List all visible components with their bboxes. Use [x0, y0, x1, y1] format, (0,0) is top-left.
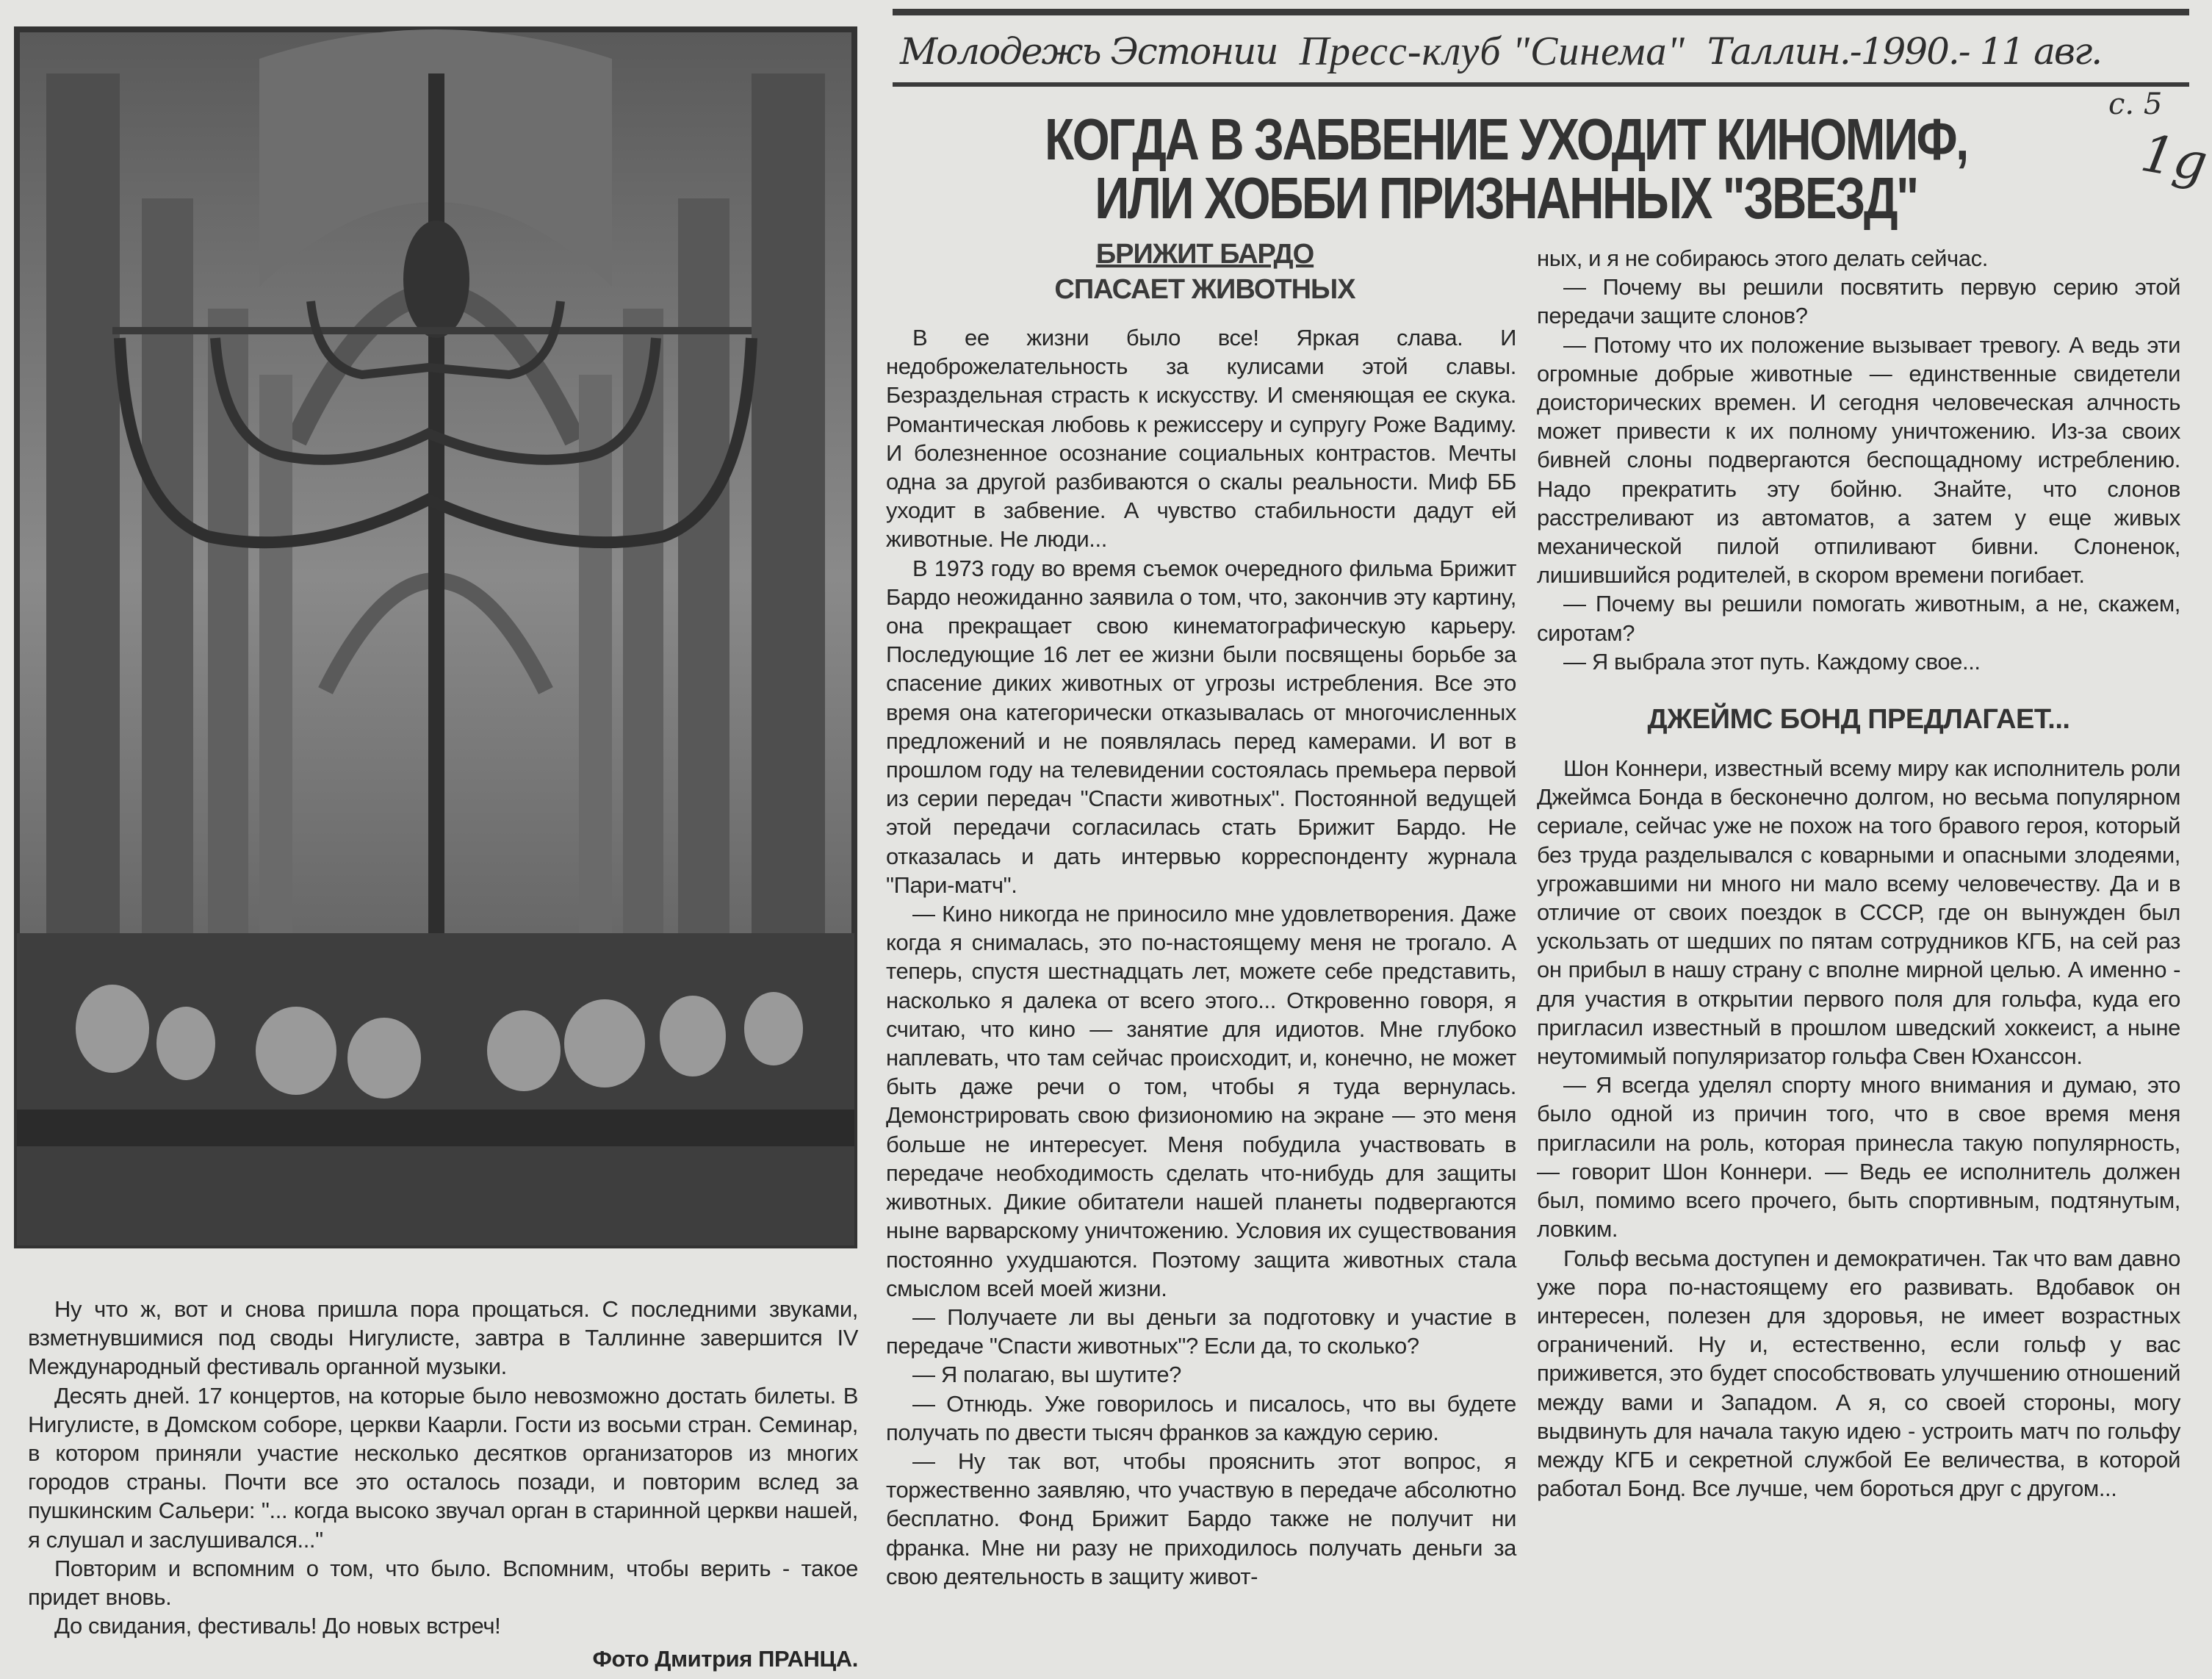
church-organ-festival-photo: [17, 29, 854, 1245]
article-paragraph: В 1973 году во время съемок очередного фильма Брижит Бардо неожиданно заявила о том, что, закончив эту картину, она прекращает свою кинематографическую карьеру. Последующие 16 лет ее жизни были посвящены борьбе за спасение диких животных от угрозы истребления. Все это время она категорически отказывалась от многочисленных предложений и не появлялась перед камерами. И вот в прошлом году на телевидении состоялась премьера первой из серии передач "Спасти животных". Постоянной ведущей этой передачи согласилась стать Брижит Бардо. Не отказалась и дать интервью корреспонденту журнала "Пари-матч".: [886, 555, 1516, 898]
handwritten-page-number: с. 5: [2108, 87, 2163, 121]
caption-paragraph: Повторим и вспомним о том, что было. Вспомним, чтобы верить - такое придет вновь.: [28, 1555, 858, 1611]
photo-caption: [28, 1295, 858, 1673]
bond-article-body: [1537, 754, 2180, 1503]
article-paragraph: — Почему вы решили помогать животным, а не, скажем, сиротам?: [1537, 591, 2180, 646]
bardot-article-body: [886, 323, 1516, 1591]
article-paragraph: — Потому что их положение вызывает тревогу. А ведь эти огромные добрые животные — единственные свидетели доисторических времен. И сегодня человеческая алчность может привести к их полному уничтожению. Из-за своих бивней слоны подвергаются беспощадному истреблению. Надо прекратить эту бойню. Знайте, что слонов расстреливают из автоматов, а затем у еще живых механической пилой отпиливают бивни. Слоненок, лишившийся родителей, в скором времени погибает.: [1537, 331, 2180, 589]
article-paragraph: — Я выбрала этот путь. Каждому свое...: [1563, 648, 1981, 675]
photo-image: [17, 29, 854, 1245]
subheading-line-2: СПАСАЕТ ЖИВОТНЫХ: [1054, 274, 1355, 305]
handwritten-margin-note: 1g: [2136, 122, 2212, 194]
header-rule-top: [893, 9, 2189, 15]
third-column: [1537, 244, 2180, 1503]
headline: [904, 107, 2108, 231]
bond-heading: ДЖЕЙМС БОНД ПРЕДЛАГАЕТ...: [1647, 704, 2070, 736]
article-paragraph: — Отнюдь. Уже говорилось и писалось, что вы будете получать по двести тысяч франков за каждую серию.: [886, 1390, 1516, 1445]
article-paragraph: — Получаете ли вы деньги за подготовку и участие в передаче "Спасти животных"? Если да, то сколько?: [886, 1304, 1516, 1359]
bardot-subheading: [955, 237, 1455, 307]
header-row: [900, 24, 2149, 79]
article-paragraph: ных, и я не собираюсь этого делать сейчас.: [1537, 245, 1988, 271]
caption-paragraph: До свидания, фестиваль! До новых встреч!: [54, 1613, 501, 1639]
photo-credit: Фото Дмитрия ПРАНЦА.: [592, 1646, 858, 1672]
article-paragraph: — Кино никогда не приносило мне удовлетворения. Даже когда я снималась, это по-настоящему меня не трогало. А теперь, спустя шестнадцать лет, можете себе представить, насколько я далека от всего этого... Откровенно говоря, я считаю, что кино — занятие для идиотов. Мне глубоко наплевать, что там сейчас происходит, и, конечно, не может быть даже речи о том, чтобы я туда вернулась. Демонстрировать свою физиономию на экране — это меня больше не интересует. Меня побудила участвовать в передаче необходимость сделать что-нибудь для защиты животных. Дикие обитатели нашей планеты подвергаются ныне варварскому уничтожению. Условия их существования постоянно ухудшаются. Поэтому защита животных стала смыслом всей моей жизни.: [886, 901, 1516, 1301]
handwritten-place-date: Таллин.-1990.- 11 авг.: [1707, 30, 2102, 73]
bardot-article-continuation: [1537, 244, 2180, 676]
article-paragraph: — Я полагаю, вы шутите?: [912, 1362, 1182, 1388]
caption-paragraph: Десять дней. 17 концертов, на которые было невозможно достать билеты. В Нигулисте, в Домском соборе, церкви Каарли. Гости из восьми стран. Семинар, в котором приняли участие несколько десятков организаторов из многих городов страны. Почти все это осталось позади, и повторим вслед за пушкинским Сальери: "... когда высоко звучал орган в старинной церкви нашей, я слушал и заслушивался...": [28, 1382, 858, 1553]
headline-line-2: ИЛИ ХОББИ ПРИЗНАННЫХ "ЗВЕЗД": [1095, 165, 1917, 231]
headline-line-1: КОГДА В ЗАБВЕНИЕ УХОДИТ КИНОМИФ,: [1045, 107, 1967, 172]
caption-paragraph: Ну что ж, вот и снова пришла пора прощаться. С последними звуками, взметнувшимися под своды Нигулисте, завтра в Таллинне завершится IV Международный фестиваль органной музыки.: [28, 1296, 858, 1380]
section-title: Пресс-клуб "Синема": [1299, 29, 1685, 74]
subheading-line-1: БРИЖИТ БАРДО: [1095, 239, 1314, 270]
handwritten-newspaper-name: Молодежь Эстонии: [900, 30, 1278, 73]
article-paragraph: Гольф весьма доступен и демократичен. Так что вам давно уже пора по-настоящему его развивать. Вдобавок он интересен, полезен для здоровья, не имеет возрастных ограничений. Ну и, естественно, если гольф у вас приживется, это будет способствовать улучшению отношений между вами и Западом. А я, со своей стороны, могу выдвинуть для начала такую идею - устроить матч по гольфу между КГБ и секретной службой Ее величества, в которой работал Бонд. Все лучше, чем бороться друг с другом...: [1537, 1245, 2180, 1502]
article-paragraph: — Ну так вот, чтобы прояснить этот вопрос, я торжественно заявляю, что участвую в передаче абсолютно бесплатно. Фонд Брижит Бардо также не получит ни франка. Мне ни разу не приходилось получать деньги за свою деятельность в защиту живот-: [886, 1448, 1516, 1589]
article-paragraph: Шон Коннери, известный всему миру как исполнитель роли Джеймса Бонда в бесконечно долгом, но весьма популярном сериале, сейчас уже не похож на того бравого героя, который без труда разделывался с коварными и опасными злодеями, угрожавшими ни много ни мало всему человечеству. Да и в отличие от своих поездок в СССР, где он вынужден был ускользать от шедших по пятам сотрудников КГБ, на сей раз он прибыл в нашу страну с вполне мирной целью. А именно - для участия в открытии первого поля для гольфа, куда его пригласил известный в прошлом шведский хоккеист, а ныне неутомимый популяризатор гольфа Свен Юханссон.: [1537, 755, 2180, 1070]
header-rule-bottom: [893, 82, 2189, 87]
article-paragraph: В ее жизни было все! Яркая слава. И недоброжелательность за кулисами этой славы. Безраздельная страсть к искусству. И сменяющая ее скука. Романтическая любовь к режиссеру и супругу Роже Вадиму. И болезненное осознание социальных контрастов. Мечты одна за другой разбиваются о скалы реальности. Миф ББ уходит в забвение. А чувство стабильности дадут ей животные. Не люди...: [886, 325, 1516, 553]
article-paragraph: — Я всегда уделял спорту много внимания и думаю, это было одной из причин того, что в свое время меня пригласили на роль, которая принесла такую популярность, — говорит Шон Коннери. — Ведь ее исполнитель должен был, помимо всего прочего, быть спортивным, подтянутым, ловким.: [1537, 1072, 2180, 1243]
article-paragraph: — Почему вы решили посвятить первую серию этой передачи защите слонов?: [1537, 274, 2180, 329]
